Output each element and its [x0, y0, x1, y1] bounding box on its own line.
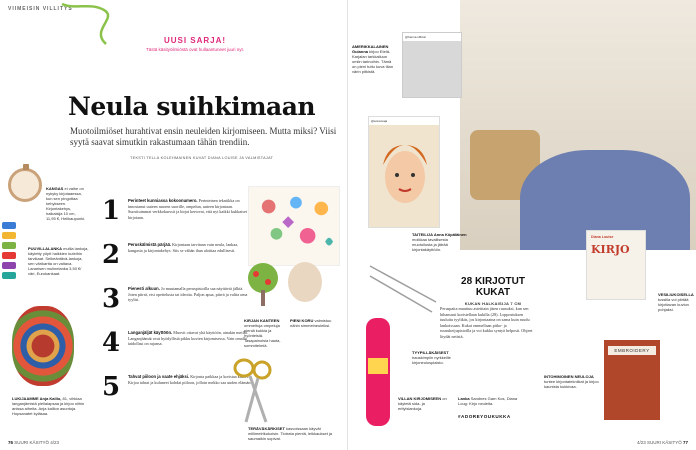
caption-pieni-koru: PIENI KORU valmistuu nähin simmelneuleiksi. — [290, 318, 332, 328]
caption-villan: VILLAN KIRJOMISEEN on käytetä sida- ja erityislankoja. — [398, 396, 447, 411]
reason-item: 2 Peruskälmistä pärjää. Kirjontaan tarvitaan vain neula, lankaa, kangasta ja kirjontakehys. Siis se vähän ihan aloittaa edullisesti. — [102, 240, 239, 270]
hashtag: #ADOREYOUKUKKA — [458, 414, 511, 419]
book-author: Diana Louise — [591, 235, 614, 239]
wool-skein-image — [358, 318, 398, 428]
embroidered-sweater-photo — [460, 0, 696, 250]
right-page — [348, 0, 696, 450]
embroidered-pillow-image — [12, 306, 74, 386]
embroidery-hoop-image — [8, 168, 42, 202]
caption-vesiliukoisella: VESILIUKOISELLA tussilla voi piirtää kirjottavan kuvion pohjaksi. — [658, 292, 694, 312]
kukat-body: Peruspaita muuttuu asteittain jäsen ruusuksi, kun sen hihansuut koristellaan kukilla (28). Loppostuksen tuuluitu tyylikäs, jos kirjontaaina on sama kuin ruudu lankoissaan. Kukat ommellaan pitko- ja ruusuketjupistoilla ja voi kukka syntyä helposti. Ohjeet löydät netistä. — [440, 306, 533, 339]
series-subtitle: Tästä käsityöilmiöstä ovat hullaantuneet juuri nyt. — [145, 47, 245, 52]
article-title: Neula suihkimaan — [68, 92, 316, 121]
kirjo-book-cover — [586, 230, 646, 300]
caption-kirjan-kanteen: KIRJAN KANTEEN ommeltuja ompeluja pieniä kukkia ja hyönteisiä. Tasapainoisia hauta, sommitelmiä. — [244, 318, 281, 348]
caption-puuvillalanka: PUUVILLALANKA muilla lankoja, käytetty yöpit halkkien kuteihin tarvikaat. Selkeäntävä-lankoja, sen värikartta on valtava. Lanarisen mulinelanka 3,50 €/ väri, Eurokankaat. — [28, 246, 89, 276]
series-intro — [130, 36, 260, 52]
caption-kangas: KANGAS ei vaihe on nykyky kirjotaaessa, kun sen pingottaa kehykseen. Kirjontakehys, halkaisija 10 cm, 11,95 €, Helikaupunki. — [46, 186, 86, 221]
instagram-post-2 — [368, 116, 440, 228]
kukat-heading — [452, 276, 534, 306]
instagram-handle: @hanna.official — [403, 33, 461, 41]
kukat-subtitle: KUKAN HALKAISIJA 7 CM — [464, 301, 522, 306]
thread-skeins-image — [2, 222, 16, 282]
reason-item: 5 Tahvat piiloon ja vaate ehjäksi. Kirjonta paikkaa ja koristaa kuteet. Kirjoa tahrat ja kuluneet kohdat piiloon, jolloin mekko saa uuden elämän. — [102, 372, 252, 402]
reason-item: 1 Perinteet kunniassa kokoonumero. Perinteinen tekniikka on innostanut uuteen nuoren suorille, ompelun, uuteen kirjontaan. Suosituimmat verkkokurssit ja kirjat kertovat, että nyt kaikki kukkaiset kirjotaan. — [102, 196, 247, 226]
section-label: VIIMEISIN VILLITYS — [8, 6, 73, 12]
reason-item: 4 Langanjäljät käyttöön. Muovit ottavat yhä käyttöön, ainakin meillä. Langanjäämät ovat hyödyllisiä pikku kuvien kirjomisessa. Vain omalla taidollasi on rajansa. — [102, 328, 248, 358]
yarn-thread-decoration — [60, 0, 110, 48]
caption-amerikkalainen: AMERIKKALAINEN Gulanna kirjoo Etelä-Karjalan tarkkailuun omiin tarinoihin. Tämä on pieni tuttu kuva tilan värin pitkistä. — [352, 44, 393, 74]
embroidery-book-cover — [604, 340, 660, 420]
embroidery-book-title: EMBROIDERY — [608, 346, 656, 355]
book-title: KIRJO — [591, 243, 630, 256]
article-lead: Muotoilmiöset hurahtivat ensin neuleiden kirjomiseen. Mutta miksi? Viisi syytä saavat simutkin rakastumaan tähän trendiin. — [70, 126, 337, 147]
book-cover-embroidery-image — [248, 186, 340, 266]
byline: TEKSTI TELLA KOLEHMAINEN KUVAT DIANA LOUISE JA VALMISTAJAT — [130, 156, 274, 160]
embroidered-portrait-image — [369, 125, 441, 225]
caption-lanka: Lanka Sandnes Garn Kos, Diana Loug: Kirjo neuleita. — [458, 396, 518, 406]
caption-intohimoinen: INTOHIMOINEN NEULOJA tuntee kirjontatekniikat ja kirjoo kaunista kukkivaa. — [544, 374, 599, 389]
caption-tyypilliset: TYYPILLÄKÄISEST hauskimpiin nyrkkeille kirjoneulospiaisto. — [412, 350, 451, 365]
caption-reader: LUKIJAAMME Anja Kallio, 81, vihkiaa langanjämistä pieilalapsaa ja kirjoo niihin anissa aiheita. Anja kallion asuntoja. Hopsanatet kyläsaa. — [12, 396, 85, 416]
tapestry-needles-image — [368, 262, 438, 314]
caption-teravakarkiset: TERÄVÄKÄRKISET kasvoissaan käyvät millimetrikokoisin. Tiotrata pientä, leikkaukset ja saumaikin sopivat. — [248, 426, 333, 441]
numbered-reasons — [102, 198, 252, 418]
kukat-number: 28 KIRJOTUT KUKAT — [461, 276, 525, 298]
embroidery-scissors-image — [232, 356, 276, 426]
footer-left: 76 SUURI KÄSITYÖ 4/23 — [8, 440, 60, 445]
embroidered-tree-image — [244, 260, 282, 308]
instagram-handle: @annamaja — [369, 117, 439, 125]
series-tag: UUSI SARJA! — [163, 36, 227, 45]
embroidered-brooch-image — [288, 262, 322, 302]
caption-taiteilija: TAITEILIJA Anna Köpäläinen moikkaa tavallisesta muotoilusta ja jäträä kirjontakäyttöön. — [412, 232, 467, 252]
instagram-post-1 — [402, 32, 462, 98]
reason-item: 3 Pienesti alkuun. Jo muutamalla peruspistoilla saa näyttäviä jälkiä. Joten piirrä, etsi opettelusta tai ideoita. Paljon apua, piirrä ja valita oma tyylisi. — [102, 284, 248, 314]
footer-right: 4/23 SUURI KÄSITYÖ 77 — [636, 440, 688, 445]
